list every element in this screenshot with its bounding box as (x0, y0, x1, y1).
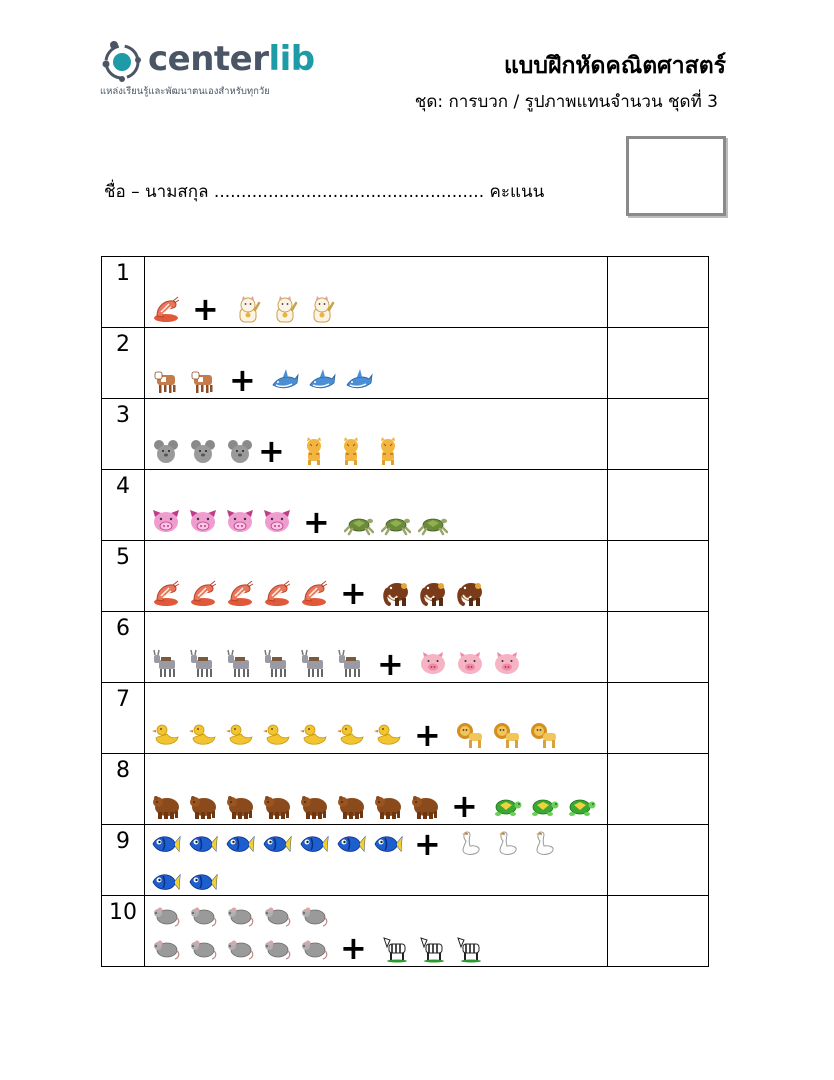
rat-icon (262, 900, 292, 930)
duck-icon (373, 720, 403, 750)
blue-fish-icon (336, 829, 366, 859)
donkey-icon (151, 649, 181, 679)
question-number-cell (102, 399, 145, 470)
zebra-icon (381, 933, 411, 963)
bear-icon (225, 791, 255, 821)
rat-icon (151, 900, 181, 930)
question-number: 3 (116, 403, 130, 428)
picture-row (151, 716, 566, 754)
turtle-icon (566, 791, 596, 821)
sea-turtle-icon (344, 507, 374, 537)
tiger-icon (299, 436, 329, 466)
name-dots[interactable]: .................................................. (213, 182, 485, 202)
question-number-cell (102, 896, 145, 967)
exercise-row (102, 399, 709, 470)
exercise-row (102, 683, 709, 754)
question-number-cell (102, 683, 145, 754)
duck-icon (336, 720, 366, 750)
picture-row (151, 432, 410, 470)
answer-cell[interactable] (608, 399, 709, 470)
picture-addition-cell (145, 470, 608, 541)
question-number: 8 (116, 758, 130, 783)
picture-row (151, 900, 336, 930)
bear-icon (188, 791, 218, 821)
picture-addition-cell (145, 399, 608, 470)
picture-addition-cell (145, 754, 608, 825)
answer-cell[interactable] (608, 257, 709, 328)
question-number: 6 (116, 616, 130, 641)
answer-cell[interactable] (608, 754, 709, 825)
exercise-row (102, 612, 709, 683)
plus-sign: + (192, 290, 219, 328)
score-box[interactable] (626, 136, 726, 216)
answer-cell[interactable] (608, 612, 709, 683)
question-number: 2 (116, 332, 130, 357)
donkey-icon (262, 649, 292, 679)
question-number-cell (102, 612, 145, 683)
bear-icon (262, 791, 292, 821)
zebra-icon (418, 933, 448, 963)
answer-cell[interactable] (608, 328, 709, 399)
mammoth-icon (381, 578, 411, 608)
worksheet-subtitle: ชุด: การบวก / รูปภาพแทนจำนวน ชุดที่ 3 (414, 92, 718, 112)
mouse-icon (151, 436, 181, 466)
lion-icon (455, 720, 485, 750)
duck-icon (151, 720, 181, 750)
goose-icon (529, 829, 559, 859)
plus-sign: + (340, 574, 367, 612)
mammoth-icon (418, 578, 448, 608)
picture-row (151, 929, 492, 967)
bear-icon (299, 791, 329, 821)
answer-cell[interactable] (608, 541, 709, 612)
shrimp-icon (299, 578, 329, 608)
score-label: คะแนน (489, 182, 545, 202)
centerlib-logo (100, 36, 340, 100)
plus-sign: + (340, 929, 367, 967)
plus-sign: + (451, 787, 478, 825)
question-number-cell (102, 541, 145, 612)
blue-fish-icon (225, 829, 255, 859)
bear-icon (151, 791, 181, 821)
rat-icon (151, 933, 181, 963)
exercise-row (102, 896, 709, 967)
rat-icon (225, 900, 255, 930)
duck-icon (225, 720, 255, 750)
blue-fish-icon (299, 829, 329, 859)
question-number: 9 (116, 829, 130, 854)
question-number-cell (102, 825, 145, 896)
logo-wordmark: centerlib (148, 39, 315, 79)
picture-addition-cell (145, 896, 608, 967)
shrimp-icon (262, 578, 292, 608)
pig-face-icon (151, 507, 181, 537)
duck-icon (262, 720, 292, 750)
bear-icon (373, 791, 403, 821)
pig-icon (492, 649, 522, 679)
plus-sign: + (414, 716, 441, 754)
rat-icon (225, 933, 255, 963)
donkey-icon (336, 649, 366, 679)
blue-fish-icon (151, 829, 181, 859)
picture-row (151, 574, 492, 612)
exercise-row (102, 825, 709, 896)
bear-icon (410, 791, 440, 821)
rat-icon (299, 900, 329, 930)
blue-fish-icon (188, 867, 218, 897)
exercise-row (102, 328, 709, 399)
mammoth-icon (455, 578, 485, 608)
picture-row (151, 825, 566, 863)
rat-icon (299, 933, 329, 963)
logo-tagline: แหล่งเรียนรู้และพัฒนาตนเองสำหรับทุกวัย (100, 86, 270, 97)
picture-row (151, 645, 529, 683)
plus-sign: + (377, 645, 404, 683)
rat-icon (262, 933, 292, 963)
exercise-row (102, 754, 709, 825)
blue-fish-icon (373, 829, 403, 859)
name-label: ชื่อ – นามสกุล (104, 182, 209, 202)
shark-icon (307, 365, 337, 395)
exercise-row (102, 470, 709, 541)
shrimp-icon (188, 578, 218, 608)
shrimp-icon (225, 578, 255, 608)
picture-addition-cell (145, 612, 608, 683)
picture-addition-cell (145, 825, 608, 896)
answer-cell[interactable] (608, 896, 709, 967)
mouse-icon (188, 436, 218, 466)
answer-cell[interactable] (608, 683, 709, 754)
pig-icon (418, 649, 448, 679)
duck-icon (299, 720, 329, 750)
blue-fish-icon (262, 829, 292, 859)
sea-turtle-icon (418, 507, 448, 537)
turtle-icon (492, 791, 522, 821)
question-number: 5 (116, 545, 130, 570)
lucky-cat-icon (270, 294, 300, 324)
donkey-icon (188, 649, 218, 679)
question-number: 1 (116, 261, 130, 286)
shrimp-icon (151, 294, 181, 324)
lion-icon (529, 720, 559, 750)
pig-face-icon (188, 507, 218, 537)
sea-turtle-icon (381, 507, 411, 537)
picture-row (151, 361, 381, 399)
question-number-cell (102, 754, 145, 825)
plus-sign: + (414, 825, 441, 863)
cow-icon (151, 365, 181, 395)
tiger-icon (336, 436, 366, 466)
donkey-icon (299, 649, 329, 679)
goose-icon (455, 829, 485, 859)
goose-icon (492, 829, 522, 859)
bear-icon (336, 791, 366, 821)
blue-fish-icon (151, 867, 181, 897)
question-number: 10 (109, 900, 137, 925)
cow-icon (188, 365, 218, 395)
name-line (104, 178, 544, 205)
plus-sign: + (229, 361, 256, 399)
question-number-cell (102, 257, 145, 328)
pig-face-icon (262, 507, 292, 537)
exercise-table (101, 256, 709, 967)
question-number: 4 (116, 474, 130, 499)
shrimp-icon (151, 578, 181, 608)
picture-row (151, 290, 344, 328)
donkey-icon (225, 649, 255, 679)
worksheet-title: แบบฝึกหัดคณิตศาสตร์ (503, 53, 726, 79)
picture-addition-cell (145, 541, 608, 612)
plus-sign: + (303, 503, 330, 541)
pig-face-icon (225, 507, 255, 537)
pig-icon (455, 649, 485, 679)
rat-icon (188, 933, 218, 963)
picture-row (151, 867, 225, 897)
picture-row (151, 787, 603, 825)
shark-icon (270, 365, 300, 395)
question-number-cell (102, 470, 145, 541)
picture-addition-cell (145, 328, 608, 399)
tiger-icon (373, 436, 403, 466)
rat-icon (188, 900, 218, 930)
picture-row (151, 503, 455, 541)
picture-addition-cell (145, 257, 608, 328)
logo-mark-icon (100, 38, 144, 82)
lucky-cat-icon (307, 294, 337, 324)
question-number-cell (102, 328, 145, 399)
lucky-cat-icon (233, 294, 263, 324)
answer-cell[interactable] (608, 470, 709, 541)
duck-icon (188, 720, 218, 750)
exercise-row (102, 257, 709, 328)
shark-icon (344, 365, 374, 395)
plus-sign: + (258, 432, 285, 470)
exercise-row (102, 541, 709, 612)
zebra-icon (455, 933, 485, 963)
picture-addition-cell (145, 683, 608, 754)
mouse-icon (225, 436, 255, 466)
turtle-icon (529, 791, 559, 821)
question-number: 7 (116, 687, 130, 712)
lion-icon (492, 720, 522, 750)
answer-cell[interactable] (608, 825, 709, 896)
blue-fish-icon (188, 829, 218, 859)
